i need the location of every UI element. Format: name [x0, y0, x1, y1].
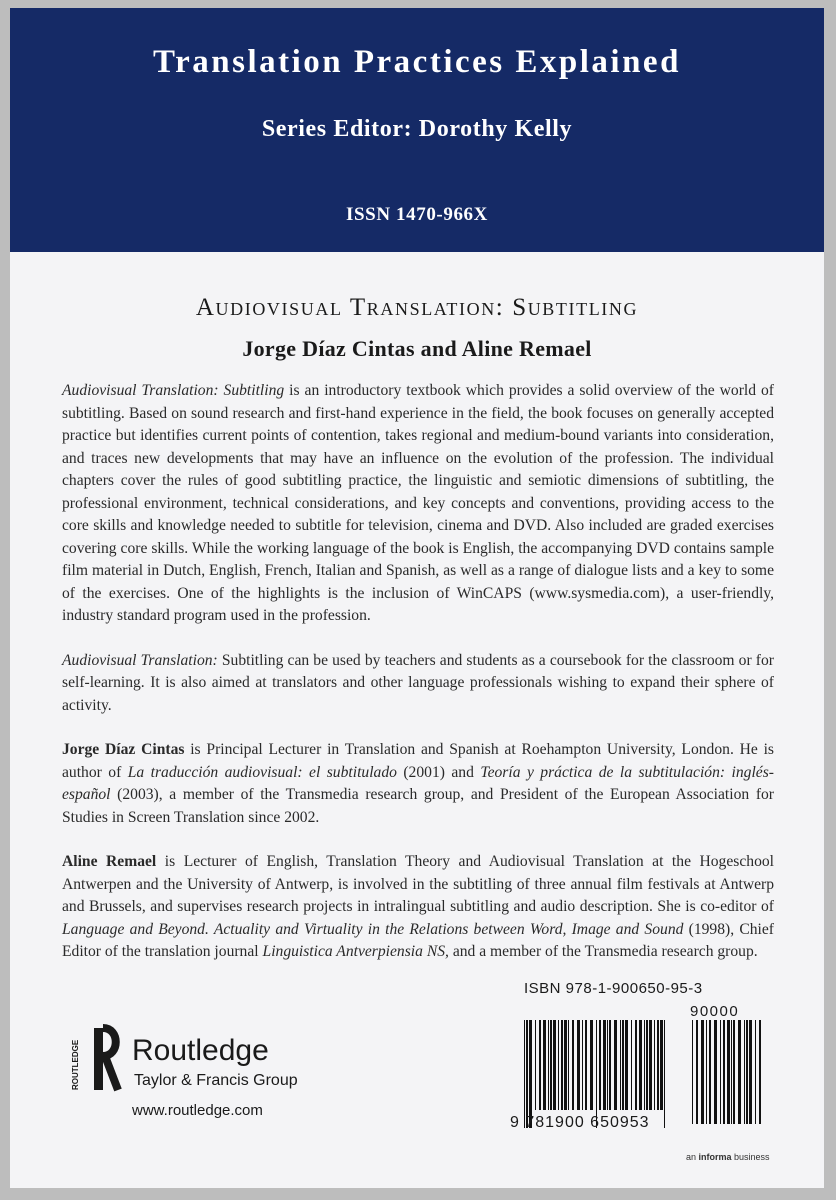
routledge-logo-icon [71, 1026, 120, 1092]
informa-business-label [686, 1152, 770, 1162]
bio-text: (2001) and [396, 763, 481, 781]
barcode-digits: 9 781900 650953 [510, 1114, 650, 1131]
bio-text: (1998), Chief Editor of the translation journal [62, 920, 774, 960]
barcode-bar [599, 1020, 601, 1110]
publisher-url: www.routledge.com [132, 1102, 263, 1119]
barcode-main [522, 1020, 670, 1128]
barcode-bar [550, 1020, 552, 1110]
bio-text: (2003), a member of the Transmedia research group, and President of the European Association for Studies in Screen Translation since 2002. [62, 786, 774, 826]
bio-italic-title: Linguistica Antverpiensia NS, [262, 943, 449, 960]
informa-prefix: an [686, 1152, 699, 1162]
barcode-bar [660, 1020, 663, 1110]
blurb-text: Subtitling can be used by teachers and students as a coursebook for the classroom or for self-learning. It is also aimed at translators and other language professionals wishing to expand their sphere of activity. [62, 651, 774, 714]
series-editor: Series Editor: Dorothy Kelly [261, 116, 573, 142]
price-code: 90000 [690, 1003, 740, 1020]
barcode-bar [603, 1020, 606, 1110]
issn-number: ISSN 1470-966X [346, 204, 488, 225]
barcode-bar [646, 1020, 648, 1110]
barcode-bar [561, 1020, 563, 1110]
barcode-bar [535, 1020, 536, 1110]
barcode-bar [759, 1020, 761, 1124]
barcode-bar [738, 1020, 741, 1124]
series-band [10, 8, 824, 252]
barcode-bar [746, 1020, 748, 1124]
barcode-bar [631, 1020, 632, 1110]
bio-text: and a member of the Transmedia research group. [448, 943, 758, 960]
barcode-bar [649, 1020, 652, 1110]
book-authors: Jorge Díaz Cintas and Aline Remael [242, 336, 592, 361]
publisher-name: Routledge [132, 1034, 269, 1067]
author-name: Jorge Díaz Cintas [62, 741, 185, 758]
barcode-bar [524, 1020, 525, 1128]
barcode-bar [622, 1020, 624, 1110]
bio-italic-title: La traducción audiovisual: el subtitulado [127, 763, 397, 781]
barcode-bar [548, 1020, 549, 1110]
barcode-bar [596, 1020, 597, 1128]
barcode-bar [731, 1020, 732, 1124]
bio-italic-title: Teoría y práctica de la subtitulación: inglés-español [62, 763, 774, 803]
blurb [62, 380, 774, 986]
informa-brand: informa [698, 1152, 732, 1162]
barcode-bar [539, 1020, 541, 1110]
barcode-bar [701, 1020, 704, 1124]
barcode-bar [590, 1020, 593, 1110]
blurb-paragraph [62, 650, 774, 718]
barcode-bar [639, 1020, 642, 1110]
barcode-bar [614, 1020, 617, 1110]
italic-book-title: Audiovisual Translation: [62, 651, 218, 669]
barcode-bar [529, 1020, 532, 1128]
publisher-group: Taylor & Francis Group [134, 1072, 298, 1089]
barcode-bar [553, 1020, 556, 1110]
barcode-bar [526, 1020, 528, 1128]
blurb-paragraph [62, 380, 774, 628]
bio-text: is Lecturer of English, Translation Theory and Audiovisual Translation at the Hogeschool Antwerpen and the University of Antwerp, is involved in the subtitling of three annual film festivals at Antwerp and Brussels, and supervises research projects in intralingual subtitling and audio description. She is co-editor of [62, 853, 774, 915]
barcode-bar [744, 1020, 745, 1124]
blurb-text: is an introductory textbook which provides a solid overview of the world of subtitling. Based on sound research and first-hand experience in the field, the book focuses on generally accepted practice but identifies current points of contention, takes regional and medium-bound variants into consideration, and traces new developments that may have an influence on the evolution of the profession. The individual chapters cover the rules of good subtitling practice, the linguistic and semiotic dimensions of subtitling, the professional environment, technical considerations, and key concepts and conventions, providing access to the core skills and knowledge needed to subtitle for television, cinema and DVD. Also included are graded exercises covering core skills. While the working language of the book is English, the accompanying DVD contains sample film material in Dutch, English, French, Italian and Spanish, as well as a range of dialogue lists and a key to some of the exercises. One of the highlights is the inclusion of WinCAPS (www.sysmedia.com), a user-friendly, industry standard program used in the profession. [62, 382, 774, 624]
barcode-bar [749, 1020, 752, 1124]
informa-suffix: business [731, 1152, 770, 1162]
barcode-bar [654, 1020, 655, 1110]
barcode-bar [644, 1020, 645, 1110]
barcode-addon [690, 1020, 762, 1124]
author-bio-diaz [62, 739, 774, 829]
barcode-bar [582, 1020, 583, 1110]
barcode-bar [564, 1020, 567, 1110]
barcode-bar [620, 1020, 621, 1110]
barcode-bar [657, 1020, 659, 1110]
barcode-bar [577, 1020, 580, 1110]
barcode-bar [692, 1020, 693, 1124]
barcode-bar [664, 1020, 665, 1128]
author-name: Aline Remael [62, 853, 157, 870]
barcode-bar [607, 1020, 608, 1110]
barcode-bar [723, 1020, 725, 1124]
barcode-bar [568, 1020, 569, 1110]
barcode-bar [558, 1020, 559, 1110]
author-bio-remael [62, 851, 774, 964]
barcode-bar [543, 1020, 546, 1110]
barcode-bar [625, 1020, 628, 1110]
barcode-bar [706, 1020, 707, 1124]
back-cover [10, 8, 824, 1188]
barcode-bar [727, 1020, 730, 1124]
barcode-bar [709, 1020, 711, 1124]
barcode-bar [755, 1020, 756, 1124]
barcode-bar [720, 1020, 721, 1124]
barcode-bar [635, 1020, 637, 1110]
barcode-bar [609, 1020, 611, 1110]
series-title: Translation Practices Explained [153, 44, 681, 80]
barcode-bar [733, 1020, 735, 1124]
barcode-bar [585, 1020, 587, 1110]
italic-book-title: Audiovisual Translation: Subtitling [62, 382, 285, 399]
barcode-bar [696, 1020, 698, 1124]
bio-text: is Principal Lecturer in Translation and Spanish at Roehampton University, London. He is author of [62, 741, 774, 781]
barcode-bar [714, 1020, 717, 1124]
bio-italic-title: Language and Beyond. Actuality and Virtuality in the Relations between Word, Image and Sound [62, 920, 684, 938]
book-title: Audiovisual Translation: Subtitling [195, 294, 639, 321]
barcode-bar [572, 1020, 574, 1110]
isbn-label: ISBN 978-1-900650-95-3 [524, 980, 703, 997]
svg-text:ROUTLEDGE: ROUTLEDGE [71, 1039, 80, 1090]
